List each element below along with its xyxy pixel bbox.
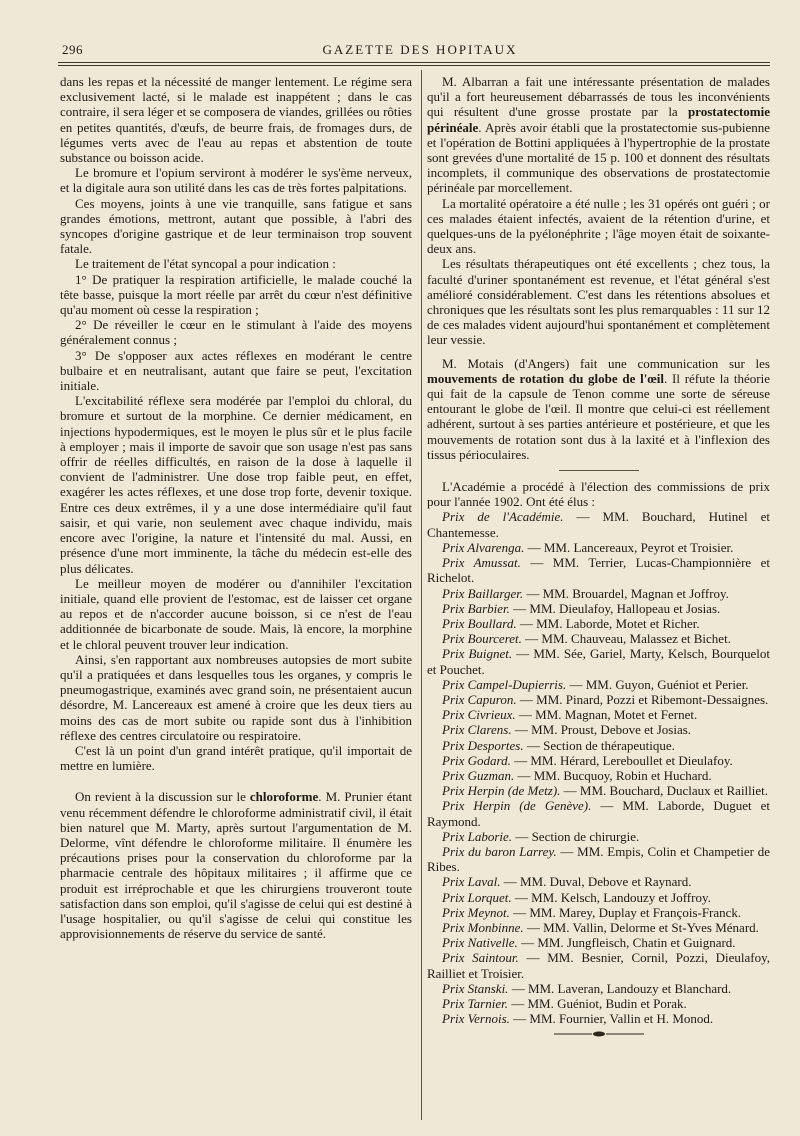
prize-entry (427, 692, 770, 707)
prize-name: Prix Amussat. (442, 555, 521, 571)
prize-members: — MM. Besnier, Cornil, Pozzi, Dieulafoy, Railliet et Troisier. (427, 950, 770, 981)
prize-members: — MM. Bouchard, Hutinel et Chantemesse. (427, 509, 770, 540)
prize-members: — MM. Guyon, Guéniot et Perier. (566, 676, 749, 692)
section-gap (427, 348, 770, 356)
paragraph: C'est là un point d'un grand intérêt pratique, qu'il importait de mettre en lumière. (60, 742, 412, 774)
paragraph-chloroforme (60, 789, 412, 941)
prize-name: Prix Barbier. (442, 600, 510, 616)
prize-name: Prix Campel-Dupierris. (442, 676, 567, 692)
right-column (427, 74, 770, 1044)
prize-entry (427, 950, 770, 980)
subject-bold: prostatectomie périnéale (427, 104, 770, 135)
paragraph: L'excitabilité réflexe sera modérée par l'emploi du chloral, du bromure et surtout de la morphine. Ce dernier médicament, en injections hypodermiques, est le moyen le plus sûr et le plus facile à employer ; mais il importe de savoir que son usage n'est pas sans offrir de réelles difficultés, en raison de la dose à laquelle il convient de l'administrer. Une dose trop faible peut, en effet, exagérer les actes réflexes, et une dose trop forte, devenir toxique. Entre ces deux extrêmes, il y a une dose intermédiaire qu'il faut saisir, et qui varie, non seulement avec chaque individu, mais encore avec l'origine, la nature et l'intensité du mal. Aussi, en présence d'une mort imminente, la tâche du médecin est-elle des plus délicates. (60, 393, 412, 576)
prize-name: Prix Herpin (de Metz). (442, 783, 561, 799)
paragraph-albarran (427, 74, 770, 196)
prize-entry (427, 707, 770, 722)
paragraph: 2° De réveiller le cœur en le stimulant à l'aide des moyens généralement connus ; (60, 317, 412, 348)
text-span: M. Albarran a fait une intéressante présentation de malades qu'il a fort heureusement débarrassés de tous les inconvénients qui résultent d'une grosse prostate par la (427, 74, 770, 120)
prize-members: — MM. Kelsch, Landouzy et Joffroy. (511, 889, 711, 905)
prize-name: Prix Capuron. (442, 691, 517, 707)
prize-name: Prix Herpin (de Genève). (442, 798, 592, 814)
prize-name: Prix Alvarenga. (442, 539, 525, 555)
journal-title: GAZETTE DES HOPITAUX (322, 42, 518, 57)
header-rule (58, 62, 770, 63)
prize-name: Prix Bourceret. (442, 631, 522, 647)
paragraph: 3° De s'opposer aux actes réflexes en modérant le centre bulbaire et en neutralisant, autant que faire se peut, l'excitation initiale. (60, 347, 412, 394)
paragraph: Ainsi, s'en rapportant aux nombreuses autopsies de mort subite qu'il a pratiquées et dans lesquelles tous les organes, y compris le pneumogastrique, examinés avec grand soin, ne présentaient aucun désordre, M. Lancereaux est amené à croire que les deux tiers au moins des cas de mort subite ou rapide sont dus à l'inhibition réflexe des centres circulatoire ou respiratoire. (60, 651, 412, 743)
paragraph: dans les repas et la nécessité de manger lentement. Le régime sera exclusivement lacté, si le malade est inappétent ; dans le cas contraire, il sera léger et se composera de viandes, grillées ou rôties en petites quantités, d'œufs, de beurre frais, de fromages durs, de légumes verts avec de l'eau au repas et abstention de toute substance ou boisson acide. (60, 74, 412, 166)
prize-entry (427, 753, 770, 768)
prize-name: Prix de l'Académie. (442, 509, 564, 525)
prize-entry (427, 646, 770, 676)
prize-entry (427, 783, 770, 798)
prize-name: Prix Clarens. (442, 722, 512, 738)
prize-entry (427, 509, 770, 539)
page-number: 296 (62, 42, 83, 57)
prize-members: — MM. Proust, Debove et Josias. (511, 722, 692, 738)
paragraph: Le bromure et l'opium serviront à modérer le sys'ème nerveux, et la digitale aura son utilité dans les cas de très fortes palpitations. (60, 165, 412, 196)
prize-members: — MM. Hérard, Lereboullet et Dieulafoy. (510, 752, 733, 768)
prize-entry (427, 981, 770, 996)
paragraph: Ces moyens, joints à une vie tranquille, sans fatigue et sans grandes émotions, mettront, autant que possible, à l'abri des syncopes d'origine gastrique et de leur terminaison trop souvent fatale. (60, 195, 412, 257)
left-column (60, 74, 412, 941)
prize-members: — MM. Brouardel, Magnan et Joffroy. (523, 585, 729, 601)
prize-entry (427, 722, 770, 737)
prize-entry (427, 738, 770, 753)
prize-entry (427, 905, 770, 920)
header-rule-double (58, 65, 770, 66)
prize-name: Prix Laval. (442, 874, 501, 890)
prize-name: Prix Laborie. (442, 828, 513, 844)
subject-bold: mouvements de rotation du globe de l'œil (427, 370, 664, 386)
prize-members: — MM. Pinard, Pozzi et Ribemont-Dessaignes. (516, 691, 769, 707)
prize-name: Prix Saintour. (442, 950, 519, 966)
prize-members: — MM. Terrier, Lucas-Championnière et Richelot. (427, 555, 770, 586)
prize-entry (427, 844, 770, 874)
prize-members: — MM. Guéniot, Budin et Porak. (507, 995, 687, 1011)
paragraph: 1° De pratiquer la respiration artificielle, le malade couché la tête basse, puisque la mort réelle par arrêt du cœur n'est définitive qu'au moment où cesse la respiration ; (60, 271, 412, 318)
prize-members: — Section de chirurgie. (512, 828, 640, 844)
prize-members: — MM. Lancereaux, Peyrot et Troisier. (524, 539, 734, 555)
paragraph: Le traitement de l'état syncopal a pour indication : (75, 256, 336, 272)
prize-entry (427, 540, 770, 555)
prize-entry (427, 677, 770, 692)
prize-members: — MM. Vallin, Delorme et St-Yves Ménard. (523, 919, 759, 935)
prize-members: — Section de thérapeutique. (523, 737, 675, 753)
prize-members: — MM. Bucquoy, Robin et Huchard. (514, 767, 712, 783)
prize-entry (427, 1011, 770, 1026)
prize-members: — MM. Duval, Debove et Raynard. (500, 874, 692, 890)
prize-members: — MM. Laborde, Duguet et Raymond. (427, 798, 770, 829)
section-gap (60, 773, 412, 789)
prize-name: Prix Baillarger. (442, 585, 524, 601)
prize-name: Prix Vernois. (442, 1011, 510, 1027)
prize-name: Prix Desportes. (442, 737, 524, 753)
paragraph-motais (427, 356, 770, 462)
prize-list (427, 509, 770, 1026)
prize-name: Prix Meynot. (442, 904, 510, 920)
prize-entry (427, 920, 770, 935)
section-separator (559, 470, 639, 471)
prize-name: Prix Tarnier. (442, 995, 508, 1011)
prize-name: Prix Civrieux. (442, 707, 516, 723)
text-span: M. Motais (d'Angers) fait une communication sur les (442, 355, 770, 371)
text-span: . Après avoir établi que la prostatectomie sus-pubienne et l'opération de Bottini appliquées à l'hypertrophie de la prostate sont grevées d'une mortalité de 15 p. 100 et donnent des résultats incomplets, il communique des observations de prostatectomie périnéale par morcellement. (427, 119, 770, 196)
prize-entry (427, 555, 770, 585)
prize-entry (427, 631, 770, 646)
prize-name: Prix du baron Larrey. (442, 843, 557, 859)
prize-entry (427, 874, 770, 889)
prize-entry (427, 935, 770, 950)
paragraph: Le meilleur moyen de modérer ou d'annihiler l'excitation initiale, quand elle provient de l'estomac, est de laisser cet organe au repos et de n'accorder aucune boisson, si ce n'est de l'eau additionnée de bicarbonate de soude. Mais, là encore, la morphine et le chloral peuvent trouver leur indication. (60, 575, 412, 652)
paragraph-election: L'Académie a procédé à l'élection des commissions de prix pour l'année 1902. Ont été élus : (427, 479, 770, 510)
prize-entry (427, 768, 770, 783)
text-span: On revient à la discussion sur le (75, 789, 250, 805)
prize-members: — MM. Magnan, Motet et Fernet. (515, 707, 698, 723)
prize-entry (427, 601, 770, 616)
prize-members: — MM. Fournier, Vallin et H. Monod. (509, 1011, 714, 1027)
prize-name: Prix Nativelle. (442, 935, 518, 951)
prize-members: — MM. Bouchard, Duclaux et Railliet. (560, 783, 769, 799)
text-span: . Il réfute la théorie qui fait de la capsule de Tenon comme une sorte de séreuse entourant le globe de l'œil. Il montre que celui-ci est réellement adhérent, surtout à ses parties antérieure et postérieure, et que les mouvements de rotation sont dus à la laxité et à l'inflexion des tissus périoculaires. (427, 370, 770, 462)
end-ornament (427, 1028, 770, 1043)
prize-members: — MM. Sée, Gariel, Marty, Kelsch, Bourquelot et Pouchet. (427, 646, 770, 677)
prize-name: Prix Monbinne. (442, 919, 524, 935)
prize-entry (427, 996, 770, 1011)
prize-members: — MM. Marey, Duplay et François-Franck. (509, 904, 742, 920)
prize-name: Prix Guzman. (442, 767, 515, 783)
prize-name: Prix Buignet. (442, 646, 513, 662)
prize-entry (427, 890, 770, 905)
prize-members: — MM. Laborde, Motet et Richer. (516, 615, 700, 631)
paragraph: La mortalité opératoire a été nulle ; les 31 opérés ont guéri ; or ces malades étaient infectés, avaient de la rétention d'urine, et quelques-uns de la pyélonéphrite ; l'âge moyen était de soixante-deux ans. (427, 195, 770, 257)
prize-members: — MM. Dieulafoy, Hallopeau et Josias. (509, 600, 721, 616)
prize-members: — MM. Chauveau, Malassez et Bichet. (521, 631, 731, 647)
prize-entry (427, 616, 770, 631)
prize-name: Prix Godard. (442, 752, 511, 768)
column-divider (421, 70, 422, 1120)
prize-name: Prix Stanski. (442, 980, 509, 996)
prize-entry (427, 798, 770, 828)
prize-name: Prix Boullard. (442, 615, 517, 631)
prize-members: — MM. Jungfleisch, Chatin et Guignard. (517, 935, 736, 951)
prize-entry (427, 829, 770, 844)
paragraph: Les résultats thérapeutiques ont été excellents ; chez tous, la faculté d'uriner spontanément est revenue, et l'état général s'est amélioré considérablement. C'est dans les rétentions absolues et chroniques que les résultats sont les plus remarquables : 11 sur 12 de ces malades vident aujourd'hui spontanément et complètement leur vessie. (427, 256, 770, 348)
prize-members: — MM. Laveran, Landouzy et Blanchard. (508, 980, 732, 996)
prize-name: Prix Lorquet. (442, 889, 512, 905)
prize-members: — MM. Empis, Colin et Champetier de Ribes. (427, 843, 770, 875)
prize-entry (427, 586, 770, 601)
subject-bold: chloroforme (249, 789, 319, 805)
text-span: . M. Prunier étant venu récemment défendre le chloroforme administratif civil, il était bien naturel que M. Marty, après surtout l'argumentation de M. Delorme, vînt défendre le chloroforme militaire. Il énumère les précautions prises pour la conservation du chloroforme par la pharmacie centrale des hôpitaux militaires ; il affirme que ce produit est irréprochable et que les chirurgiens trouveront toute satisfaction dans son emploi, qu'il s'agisse de celui qui est destiné à l'usage hospitalier, ou qu'il s'agisse de celui qui constitue les approvisionnements de réserve du service de santé. (60, 789, 412, 942)
end-ornament-icon (554, 1030, 644, 1038)
